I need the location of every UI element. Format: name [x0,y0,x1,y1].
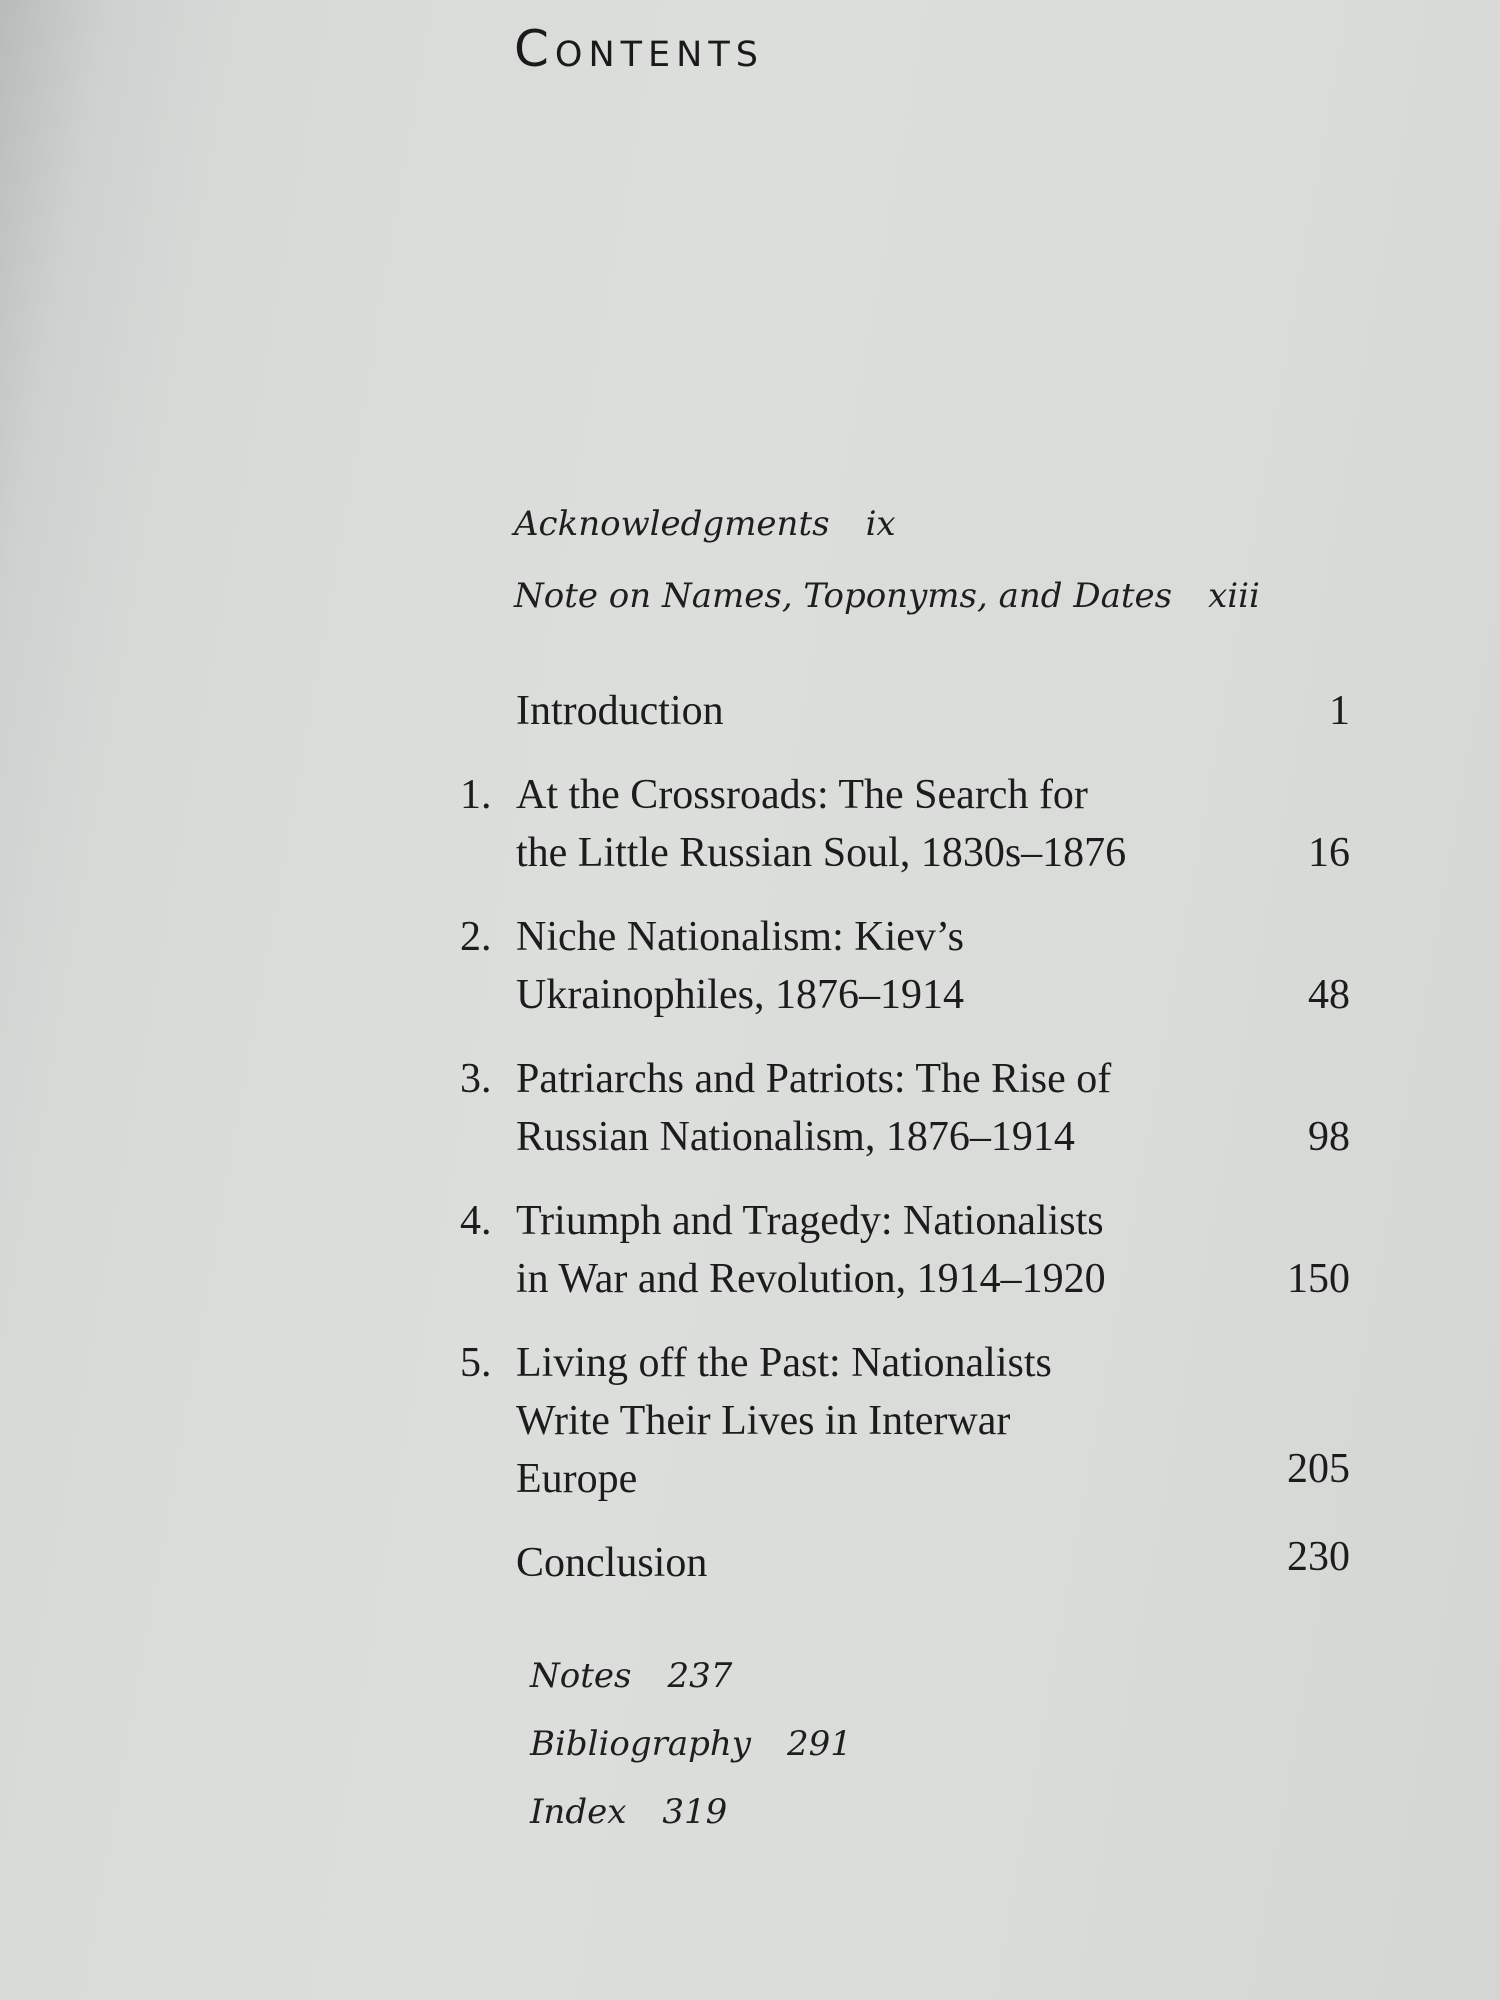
back-matter-item[interactable] [530,1788,852,1856]
back-matter-item[interactable] [530,1652,852,1720]
chapter-title-line: Conclusion [516,1540,708,1586]
back-matter-item[interactable] [530,1720,852,1788]
front-matter-page: ix [865,504,896,544]
back-matter-list [530,1652,852,1856]
back-matter-title: Index [530,1792,627,1832]
chapter-title-line: Ukrainophiles, 1876–1914 [516,972,964,1018]
front-matter-title: Acknowledgments [514,504,830,544]
back-matter-page: 319 [662,1792,728,1832]
chapter-title-line: in War and Revolution, 1914–1920 [516,1256,1106,1302]
back-matter-title: Bibliography [530,1724,751,1764]
front-matter-page: xiii [1208,576,1260,616]
chapter-page: 205 [1287,1446,1350,1492]
chapter-number: 5. [460,1340,492,1386]
chapter-title-line: Living off the Past: Nationalists [516,1340,1052,1386]
page-title: Contents [514,20,764,78]
back-matter-page: 237 [667,1656,733,1696]
chapter-title-line: the Little Russian Soul, 1830s–1876 [516,830,1127,876]
chapter-number: 2. [460,914,492,960]
chapter-title-line: Write Their Lives in Interwar [516,1398,1011,1444]
chapter-title-line: Patriarchs and Patriots: The Rise of [516,1056,1112,1102]
chapter-entry[interactable] [460,1050,1350,1166]
chapter-page: 16 [1308,830,1350,876]
back-matter-title: Notes [530,1656,632,1696]
chapter-number: 1. [460,772,492,818]
chapter-title-line: Niche Nationalism: Kiev’s [516,914,964,960]
chapter-number: 4. [460,1198,492,1244]
chapter-title-line: Introduction [516,688,724,734]
chapter-title-line: At the Crossroads: The Search for [516,772,1088,818]
chapter-title-line: Europe [516,1456,638,1502]
front-matter-list [514,500,1260,644]
chapter-list [460,682,1350,1618]
front-matter-item[interactable] [514,500,1260,572]
chapter-page: 230 [1287,1534,1350,1580]
front-matter-title: Note on Names, Toponyms, and Dates [514,576,1173,616]
chapter-page: 98 [1308,1114,1350,1160]
chapter-entry[interactable] [460,1534,1350,1592]
chapter-entry[interactable] [460,682,1350,740]
chapter-number: 3. [460,1056,492,1102]
chapter-title-line: Triumph and Tragedy: Nationalists [516,1198,1104,1244]
chapter-page: 1 [1329,688,1350,734]
chapter-entry[interactable] [460,1334,1350,1508]
back-matter-page: 291 [787,1724,852,1764]
front-matter-item[interactable] [514,572,1260,644]
chapter-page: 150 [1287,1256,1350,1302]
chapter-entry[interactable] [460,766,1350,882]
chapter-page: 48 [1308,972,1350,1018]
chapter-entry[interactable] [460,908,1350,1024]
chapter-title-line: Russian Nationalism, 1876–1914 [516,1114,1075,1160]
chapter-entry[interactable] [460,1192,1350,1308]
